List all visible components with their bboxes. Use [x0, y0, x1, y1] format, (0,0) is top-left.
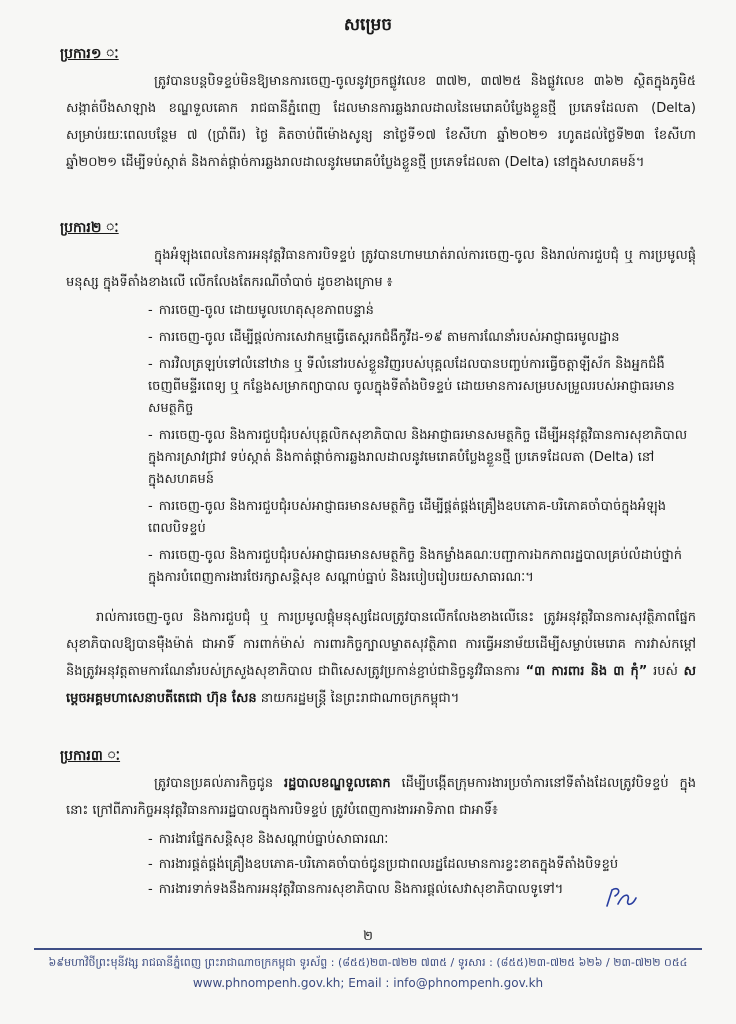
closing-of: របស់	[653, 664, 678, 679]
bullet-text: ការចេញ-ចូល និងការជួបជុំរបស់បុគ្គលិកសុខាភិបាល និងអាជ្ញាធរមានសមត្ថកិច្ច ដើម្បីអនុវត្តវិធានការសុខាភិបាល ក្នុងការស្រាវជ្រាវ ទប់ស្កាត់ និងកាត់ផ្តាច់ការឆ្លងរាលដាលនូវមេរោគបំប្លែងខ្លួនថ្មី ប្រភេទដែលតា (Delta) នៅក្នុងសហគមន៍	[148, 428, 688, 487]
article-1-heading: ប្រការ១ ៈ	[60, 46, 119, 62]
list-item: - ការងារផ្នែកសន្តិសុខ និងសណ្តាប់ធ្នាប់សាធារណៈ	[148, 832, 389, 847]
article-3-intro	[66, 770, 696, 824]
prime-minister-name: សម្តេចអគ្គមហាសេនាបតីតេជោ ហ៊ុន សែន	[66, 664, 696, 706]
bullet-text: ការងារផ្នែកសន្តិសុខ និងសណ្តាប់ធ្នាប់សាធារណៈ	[158, 832, 389, 847]
article-3-intro-post: ដើម្បីបង្កើតក្រុមការងារប្រចាំការនៅទីតាំងដែលត្រូវបិទខ្ទប់ ក្នុងនោះ ក្រៅពីភារកិច្ចអនុវត្តវិធានការរដ្ឋបាលក្នុងការបិទខ្ទប់ ត្រូវបំពេញការងារអាទិភាព ជាអាទិ៍៖	[66, 776, 696, 818]
initials-signature	[604, 884, 638, 910]
footer-address: ៦៩មហាវិថីព្រះមុនីវង្ស រាជធានីភ្នំពេញ ព្រះរាជាណាចក្រកម្ពុជា ទូរស័ព្ទ : (៨៥៥)២៣-៧២២ ៧៣៥ / ទូរសារ : (៨៥៥)២៣-៧២៥ ៦២៦ / ២៣-៧២២ ០៥៤	[48, 956, 688, 969]
footer-divider	[34, 948, 702, 950]
website-link[interactable]: www.phnompenh.gov.kh	[192, 976, 341, 990]
bullet-text: ការចេញ-ចូល និងការជួបជុំរបស់អាជ្ញាធរមានសមត្ថកិច្ច និងកម្លាំងគណៈបញ្ជាការឯកភាពរដ្ឋបាលគ្រប់លំដាប់ថ្នាក់ ក្នុងការបំពេញការងារថែរក្សាសន្តិសុខ សណ្តាប់ធ្នាប់ និងរបៀបរៀបរយសាធារណៈ។	[148, 548, 682, 585]
bullet-text: ការចេញ-ចូល និងការជួបជុំរបស់អាជ្ញាធរមានសមត្ថកិច្ច ដើម្បីផ្គត់ផ្គង់គ្រឿងឧបភោគ-បរិភោគចាំបាច់ក្នុងអំឡុងពេលបិទខ្ទប់	[148, 499, 666, 536]
article-1-paragraph: ត្រូវបានបន្តបិទខ្ទប់មិនឱ្យមានការចេញ-ចូលនូវច្រកផ្លូវលេខ ៣៧២, ៣៧២៥ និងផ្លូវលេខ ៣៦២ ស្ថិតក្នុងភូមិ៥ សង្កាត់បឹងសាឡាង ខណ្ឌទួលគោក រាជធានីភ្នំពេញ ដែលមានការឆ្លងរាលដាលនៃមេរោគបំប្លែងខ្លួនថ្មី ប្រភេទដែលតា (Delta) សម្រាប់រយៈពេលបន្ថែម ៧ (ប្រាំពីរ) ថ្ងៃ គិតចាប់ពីម៉ោងសូន្យ នាថ្ងៃទី១៧ ខែសីហា ឆ្នាំ២០២១ រហូតដល់ថ្ងៃទី២៣ ខែសីហា ឆ្នាំ២០២១ ដើម្បីទប់ស្កាត់ និងកាត់ផ្តាច់ការឆ្លងរាលដាលនូវមេរោគបំប្លែងខ្លួនថ្មី ប្រភេទដែលតា (Delta) នៅក្នុងសហគមន៍។	[66, 74, 696, 170]
article-2-heading: ប្រការ២ ៈ	[60, 220, 119, 236]
article-2-closing	[66, 604, 696, 712]
list-item: - ការវិលត្រឡប់ទៅលំនៅឋាន ឬ ទីលំនៅរបស់ខ្លួនវិញរបស់បុគ្គលដែលបានបញ្ចប់ការធ្វើចត្តាឡីស័ក និងអ្នកជំងឺចេញពីមន្ទីរពេទ្យ ឬ កន្លែងសម្រាកព្យាបាល ចូលក្នុងទីតាំងបិទខ្ទប់ ដោយមានការសម្របសម្រួលរបស់អាជ្ញាធរមានសមត្ថកិច្ច	[148, 357, 675, 416]
footer-contact: www.phnompenh.gov.kh; Email : info@phnompenh.gov.kh	[192, 976, 544, 990]
list-item: - ការចេញ-ចូល និងការជួបជុំរបស់អាជ្ញាធរមានសមត្ថកិច្ច ដើម្បីផ្គត់ផ្គង់គ្រឿងឧបភោគ-បរិភោគចាំបាច់ក្នុងអំឡុងពេលបិទខ្ទប់	[148, 499, 666, 536]
bullet-text: ការចេញ-ចូល ដើម្បីផ្តល់ការសេវាកម្មធ្វើតេស្តរកជំងឺកូវីដ-១៩ តាមការណែនាំរបស់អាជ្ញាធរមូលដ្ឋាន	[158, 330, 620, 345]
page-number: ២	[363, 929, 373, 944]
article-3-intro-pre: ត្រូវបានប្រគល់ភារកិច្ចជូន	[154, 776, 274, 791]
list-item: - ការចេញ-ចូល ដើម្បីផ្តល់ការសេវាកម្មធ្វើតេស្តរកជំងឺកូវីដ-១៩ តាមការណែនាំរបស់អាជ្ញាធរមូលដ្ឋាន	[148, 330, 620, 345]
list-item: - ការងារទាក់ទងនឹងការអនុវត្តវិធានការសុខាភិបាល និងការផ្តល់សេវាសុខាភិបាលទូទៅ។	[148, 882, 564, 897]
email-label: Email :	[348, 976, 394, 990]
list-item: - ការងារផ្គត់ផ្គង់គ្រឿងឧបភោគ-បរិភោគចាំបាច់ជូនប្រជាពលរដ្ឋដែលមានការខ្វះខាតក្នុងទីតាំងបិទខ្ទប់	[148, 857, 619, 872]
closing-text: រាល់ការចេញ-ចូល និងការជួបជុំ ឬ ការប្រមូលផ្តុំមនុស្សដែលត្រូវបានលើកលែងខាងលើនេះ ត្រូវអនុវត្តវិធានការសុវត្ថិភាពផ្នែកសុខាភិបាលឱ្យបានម៉ឺងម៉ាត់ ជាអាទិ៍ ការពាក់ម៉ាស់ ការពារកិច្ចក្បាលម្ខាតសុវត្ថិភាព ការធ្វើអនាម័យដើម្បីសម្លាប់មេរោគ ការវាស់កម្តៅ និងត្រូវអនុវត្តតាមការណែនាំរបស់ក្រសួងសុខាភិបាល ជាពិសេសត្រូវប្រកាន់ខ្ជាប់ជានិច្ចនូវវិធានការ	[66, 610, 696, 679]
bullet-text: ការងារទាក់ទងនឹងការអនុវត្តវិធានការសុខាភិបាល និងការផ្តល់សេវាសុខាភិបាលទូទៅ។	[158, 882, 564, 897]
bullet-text: ការវិលត្រឡប់ទៅលំនៅឋាន ឬ ទីលំនៅរបស់ខ្លួនវិញរបស់បុគ្គលដែលបានបញ្ចប់ការធ្វើចត្តាឡីស័ក និងអ្នកជំងឺចេញពីមន្ទីរពេទ្យ ឬ កន្លែងសម្រាកព្យាបាល ចូលក្នុងទីតាំងបិទខ្ទប់ ដោយមានការសម្របសម្រួលរបស់អាជ្ញាធរមានសមត្ថកិច្ច	[148, 357, 675, 416]
list-item: - ការចេញ-ចូល និងការជួបជុំរបស់បុគ្គលិកសុខាភិបាល និងអាជ្ញាធរមានសមត្ថកិច្ច ដើម្បីអនុវត្តវិធានការសុខាភិបាល ក្នុងការស្រាវជ្រាវ ទប់ស្កាត់ និងកាត់ផ្តាច់ការឆ្លងរាលដាលនូវមេរោគបំប្លែងខ្លួនថ្មី ប្រភេទដែលតា (Delta) នៅក្នុងសហគមន៍	[148, 428, 688, 487]
bullet-text: ការចេញ-ចូល ដោយមូលហេតុសុខភាពបន្ទាន់	[158, 303, 374, 318]
article-3-heading: ប្រការ៣ ៈ	[60, 748, 121, 764]
bullet-text: ការងារផ្គត់ផ្គង់គ្រឿងឧបភោគ-បរិភោគចាំបាច់ជូនប្រជាពលរដ្ឋដែលមានការខ្វះខាតក្នុងទីតាំងបិទខ្ទប់	[158, 857, 619, 872]
list-item: - ការចេញ-ចូល ដោយមូលហេតុសុខភាពបន្ទាន់	[148, 303, 374, 318]
article-2-bullet-list	[148, 300, 696, 594]
khan-toul-kork-admin: រដ្ឋបាលខណ្ឌទួលគោក	[284, 776, 391, 791]
email-link[interactable]: info@phnompenh.gov.kh	[393, 976, 544, 990]
document-title: សម្រេច	[343, 15, 393, 35]
article-2-intro: ក្នុងអំឡុងពេលនៃការអនុវត្តវិធានការបិទខ្ទប់ ត្រូវបានហាមឃាត់រាល់ការចេញ-ចូល និងរាល់ការជួបជុំ ឬ ការប្រមូលផ្តុំមនុស្ស ក្នុងទីតាំងខាងលើ លើកលែងតែករណីចាំបាច់ ដូចខាងក្រោម ៖	[66, 248, 696, 290]
three-protect-three-dont: “៣ ការពារ និង ៣ កុំ”	[525, 664, 648, 679]
list-item: - ការចេញ-ចូល និងការជួបជុំរបស់អាជ្ញាធរមានសមត្ថកិច្ច និងកម្លាំងគណៈបញ្ជាការឯកភាពរដ្ឋបាលគ្រប់លំដាប់ថ្នាក់ ក្នុងការបំពេញការងារថែរក្សាសន្តិសុខ សណ្តាប់ធ្នាប់ និងរបៀបរៀបរយសាធារណៈ។	[148, 548, 682, 585]
closing-end: នាយករដ្ឋមន្ត្រី នៃព្រះរាជាណាចក្រកម្ពុជា។	[260, 691, 460, 706]
